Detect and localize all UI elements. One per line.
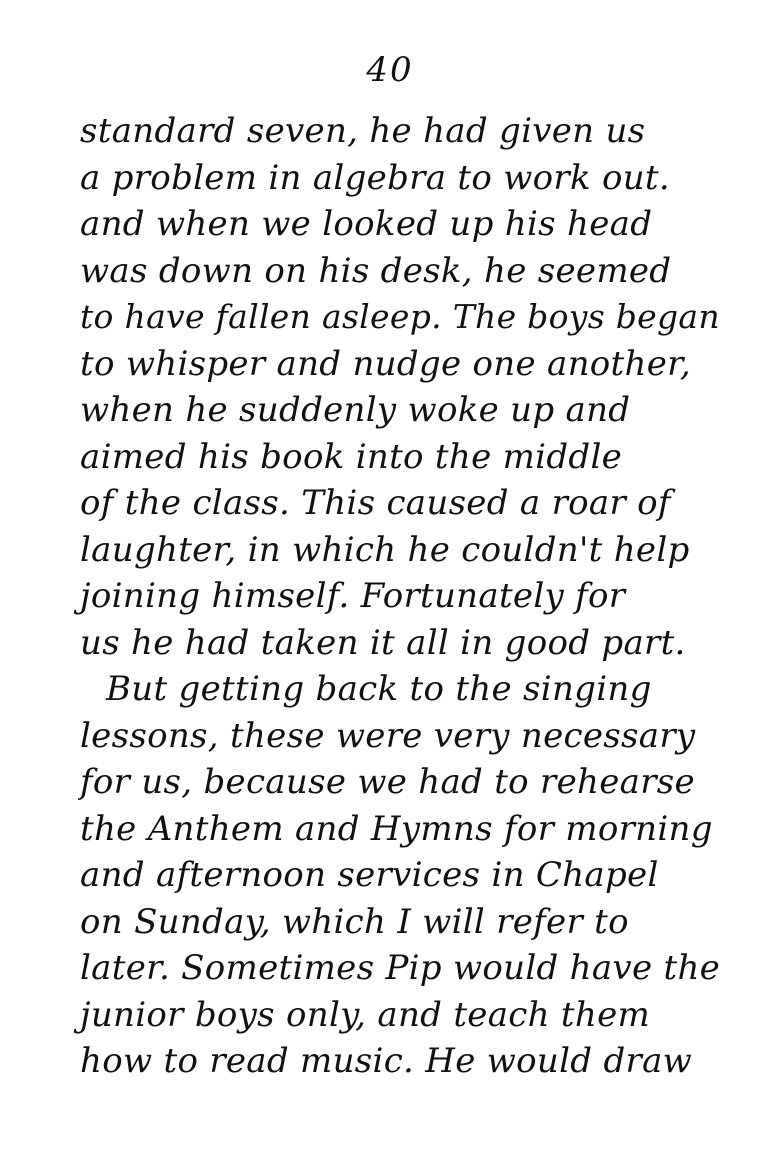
text-line: joining himself. Fortunately for xyxy=(80,576,626,616)
text-line: a problem in algebra to work out. xyxy=(80,157,670,198)
text-line: and afternoon services in Chapel xyxy=(80,855,659,895)
page-number: 40 xyxy=(366,50,414,90)
text-line: aimed his book into the middle xyxy=(80,436,623,477)
text-line: us he had taken it all in good part. xyxy=(80,622,686,663)
text-line: laughter, in which he couldn't help xyxy=(80,529,690,570)
text-line: later. Sometimes Pip would have the xyxy=(80,948,721,988)
text-line: to whisper and nudge one another, xyxy=(80,343,692,384)
text-line: the Anthem and Hymns for morning xyxy=(80,808,713,849)
text-line: lessons, these were very necessary xyxy=(80,715,696,756)
text-line: how to read music. He would draw xyxy=(80,1041,693,1081)
text-line: and when we looked up his head xyxy=(80,204,653,244)
text-line: on Sunday, which I will refer to xyxy=(80,901,629,942)
text-line: for us, because we had to rehearse xyxy=(80,762,695,802)
text-line: of the class. This caused a roar of xyxy=(80,483,671,523)
text-line: junior boys only, and teach them xyxy=(80,994,651,1035)
text-line: when he suddenly woke up and xyxy=(80,390,631,430)
text-line: to have fallen asleep. The boys began xyxy=(80,297,720,336)
paragraph-start-line: But getting back to the singing xyxy=(106,669,652,709)
handwritten-text xyxy=(80,108,720,1085)
text-line: was down on his desk, he seemed xyxy=(80,250,672,291)
text-line: standard seven, he had given us xyxy=(80,111,646,151)
